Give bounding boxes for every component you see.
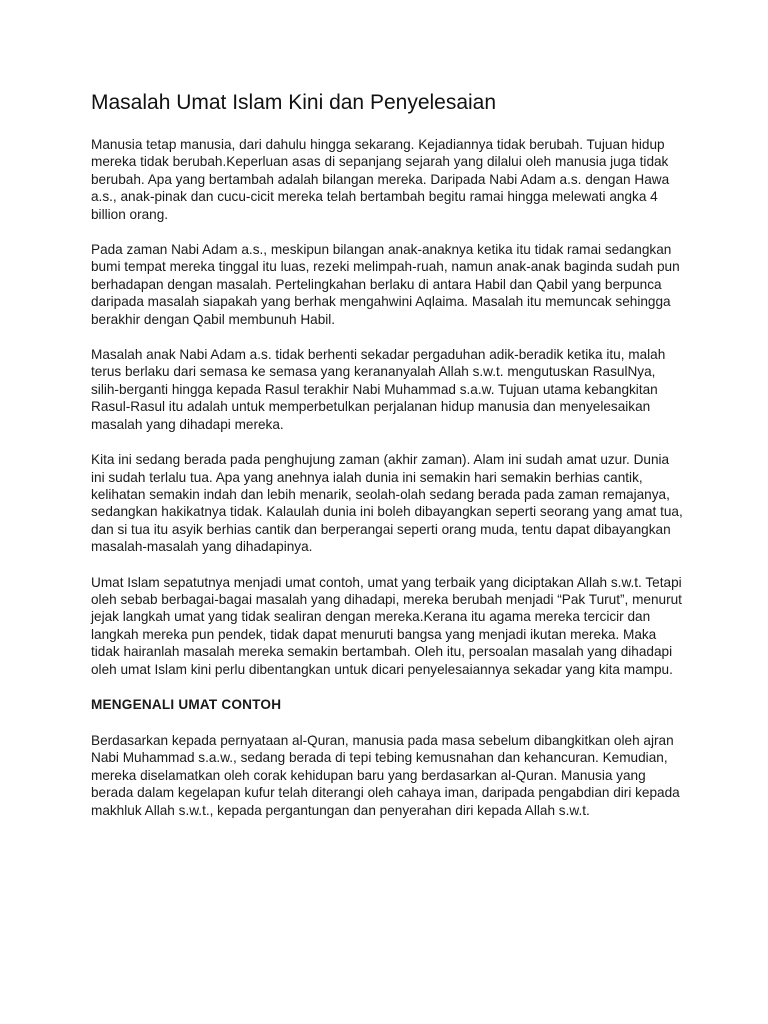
paragraph-1: Manusia tetap manusia, dari dahulu hingga sekarang. Kejadiannya tidak berubah. Tujuan hidup mereka tidak berubah.Keperluan asas di sepanjang sejarah yang dilalui oleh manusia juga tidak berubah. Apa yang bertambah adalah bilangan mereka. Daripada Nabi Adam a.s. dengan Hawa a.s., anak-pinak dan cucu-cicit mereka telah bertambah begitu ramai hingga melewati angka 4 billion orang. <box>91 137 670 222</box>
section-paragraph-1: Berdasarkan kepada pernyataan al-Quran, manusia pada masa sebelum dibangkitkan oleh ajran Nabi Muhammad s.a.w., sedang berada di tepi tebing kemusnahan dan kehancuran. Kemudian, mereka diselamatkan oleh corak kehidupan baru yang berdasarkan al-Quran. Manusia yang berada dalam kegelapan kufur telah diterangi oleh cahaya iman, daripada pengabdian diri kepada makhluk Allah s.w.t., kepada pergantungan dan penyerahan diri kepada Allah s.w.t. <box>91 732 680 818</box>
paragraph-2: Pada zaman Nabi Adam a.s., meskipun bilangan anak-anaknya ketika itu tidak ramai sedangkan bumi tempat mereka tinggal itu luas, rezeki melimpah-ruah, namun anak-anak baginda sudah pun berhadapan dengan masalah. Pertelingkahan berlaku di antara Habil dan Qabil yang berpunca daripada masalah siapakah yang berhak mengahwini Aqlaima. Masalah itu memuncak sehingga berakhir dengan Qabil membunuh Habil. <box>91 242 680 327</box>
document-page <box>91 88 683 837</box>
section-heading: MENGENALI UMAT CONTOH <box>91 696 282 712</box>
paragraph-5: Umat Islam sepatutnya menjadi umat contoh, umat yang terbaik yang diciptakan Allah s.w.t. Tetapi oleh sebab berbagai-bagai masalah yang dihadapi, mereka berubah menjadi “Pak Turut”, menurut jejak langkah umat yang tidak sealiran dengan mereka.Kerana itu agama mereka tercicir dan langkah mereka pun pendek, tidak dapat menuruti bangsa yang menjadi ikutan mereka. Maka tidak hairanlah masalah mereka semakin bertambah. Oleh itu, persoalan masalah yang dihadapi oleh umat Islam kini perlu dibentangkan untuk dicari penyelesaiannya sekadar yang kita mampu. <box>91 574 682 677</box>
paragraph-4: Kita ini sedang berada pada penghujung zaman (akhir zaman). Alam ini sudah amat uzur. Dunia ini sudah terlalu tua. Apa yang anehnya ialah dunia ini semakin hari semakin berhias cantik, kelihatan semakin indah dan lebih menarik, seolah-olah sedang berada pada zaman remajanya, sedangkan hakikatnya tidak. Kalaulah dunia ini boleh dibayangkan seperti seorang yang amat tua, dan si tua itu asyik berhias cantik dan berperangai seperti orang muda, tentu dapat dibayangkan masalah-masalah yang dihadapinya. <box>91 452 683 555</box>
document-title: Masalah Umat Islam Kini dan Penyelesaian <box>91 91 497 114</box>
paragraph-3: Masalah anak Nabi Adam a.s. tidak berhenti sekadar pergaduhan adik-beradik ketika itu, malah terus berlaku dari semasa ke semasa yang kerananyalah Allah s.w.t. mengutuskan RasulNya, silih-berganti hingga kepada Rasul terakhir Nabi Muhammad s.a.w. Tujuan utama kebangkitan Rasul-Rasul itu adalah untuk memperbetulkan perjalanan hidup manusia dan menyelesaikan masalah yang dihadapi mereka. <box>91 347 666 432</box>
